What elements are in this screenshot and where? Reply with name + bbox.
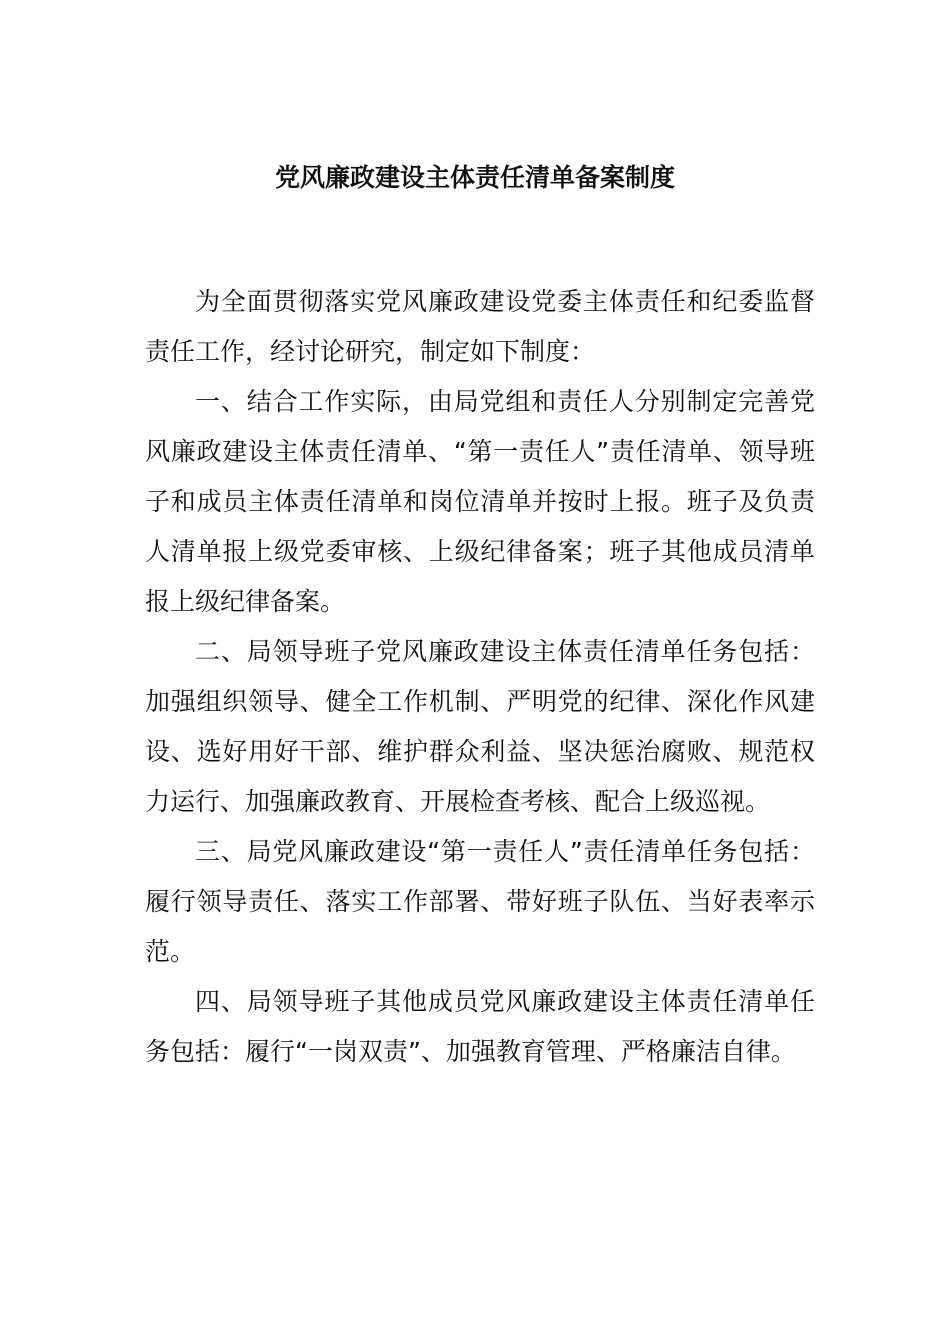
paragraph-intro: 为全面贯彻落实党风廉政建设党委主体责任和纪委监督责任工作，经讨论研究，制定如下制度：	[145, 287, 815, 366]
paragraph-item-2: 二、局领导班子党风廉政建设主体责任清单任务包括：加强组织领导、健全工作机制、严明党的纪律、深化作风建设、选好用好干部、维护群众利益、坚决惩治腐败、规范权力运行、加强廉政教育、开展检查考核、配合上级巡视。	[145, 637, 815, 816]
document-body	[145, 277, 815, 1077]
paragraph-item-3: 三、局党风廉政建设“第一责任人”责任清单任务包括：履行领导责任、落实工作部署、带好班子队伍、当好表率示范。	[145, 837, 815, 966]
document-title: 党风廉政建设主体责任清单备案制度	[274, 163, 675, 192]
paragraph-item-1: 一、结合工作实际，由局党组和责任人分别制定完善党风廉政建设主体责任清单、“第一责任人”责任清单、领导班子和成员主体责任清单和岗位清单并按时上报。班子及负责人清单报上级党委审核、上级纪律备案；班子其他成员清单报上级纪律备案。	[145, 387, 815, 616]
paragraph-item-4: 四、局领导班子其他成员党风廉政建设主体责任清单任务包括：履行“一岗双责”、加强教育管理、严格廉洁自律。	[145, 987, 815, 1066]
